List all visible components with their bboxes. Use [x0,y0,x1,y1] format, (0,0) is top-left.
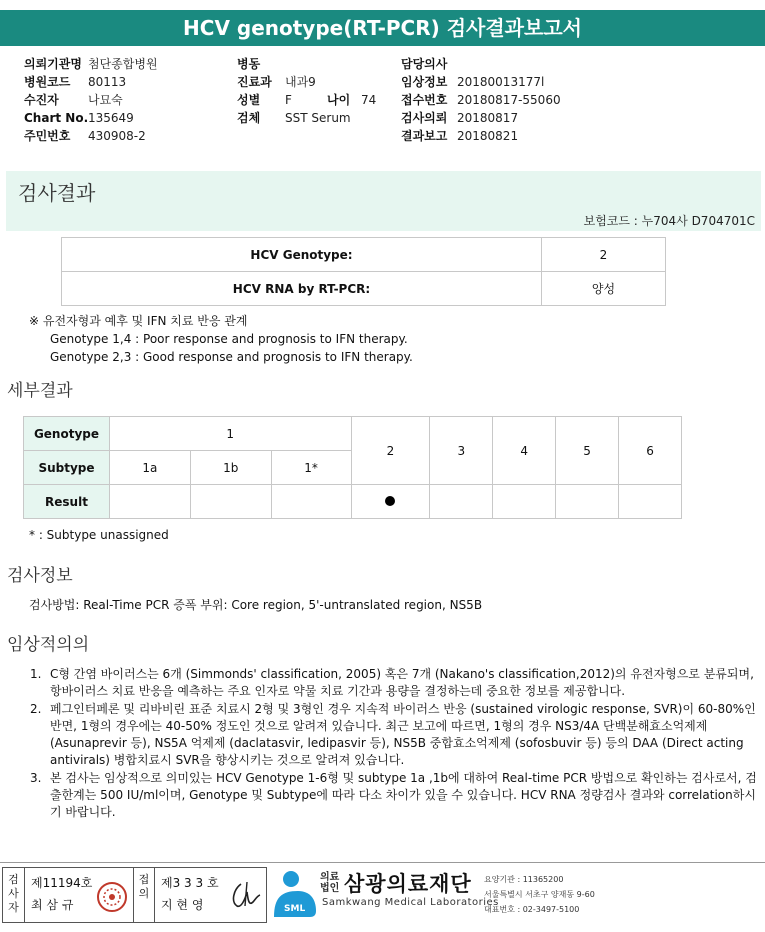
clinical-list [30,666,762,822]
reviewer-license: 제3 3 3 호 [161,876,219,890]
org-legal: 의료법인 [320,872,340,894]
ifn-note-line2: Genotype 2,3 : Good response and prognosis to IFN therapy. [50,350,413,364]
patient-info-col3 [401,55,561,145]
subtype-footnote: * : Subtype unassigned [29,528,169,542]
genotype-1-cell: 1 [109,417,351,451]
info-row: 접수번호 20180817-55060 [401,93,561,107]
contact-line: 서울특별시 서초구 양재동 9-60 [484,890,595,899]
table-row [24,417,682,451]
patient-info-col2 [237,55,376,127]
result-cell-1b [190,485,271,519]
rna-label: HCV RNA by RT-PCR: [62,272,542,306]
info-row: 주민번호 430908-2 [24,129,146,143]
signature-box [2,867,267,923]
result-cell-1a [109,485,190,519]
inspector-info [31,868,97,922]
inspector-label: 검사자 [3,868,25,922]
list-item: 2. 페그인터페론 및 리바비린 표준 치료시 2형 및 3형인 경우 지속적 바이러스 반응 (sustained virologic response, SVR)이 60-80%인 반면, 1형의 경우에는 40-50% 정도인 것으로 알려져 있습니다. 최근 보고에 따르면, 1형의 경우 NS3/4A 단백분해효소억제제 (Asunaprevir 등), NS5A 억제제 (daclatasvir, ledipasvir 등), NS5B 중합효소억제제 (sofosbuvir 등) 등의 DAA (Direct acting antivirals) 병합치료시 SVR을 향상시키는 것으로 알려져 있습니다. [30,702,756,767]
subtype-row-label: Subtype [24,451,110,485]
reviewer-info [161,868,223,922]
list-item: 3. 본 검사는 임상적으로 의미있는 HCV Genotype 1-6형 및 subtype 1a ,1b에 대하여 Real-time PCR 방법으로 확인하는 검사로서, 검출한계는 500 IU/ml이며, Genotype 및 Subtype에 따라 다소 차이가 있을 수 있습니다. HCV RNA 정량검사 결과와 correlation하시기 바랍니다. [30,771,757,819]
result-cell-3 [430,485,493,519]
table-row [62,238,666,272]
signature-icon [225,878,263,912]
result-cell-1unassigned [271,485,351,519]
info-row: 결과보고 20180821 [401,129,519,143]
info-row: Chart No. 135649 [24,111,134,125]
table-row [24,485,682,519]
genotype-value: 2 [542,238,666,272]
sml-logo-icon [270,867,320,919]
genotype-cell: 5 [556,417,619,485]
test-info-heading: 검사정보 [7,566,73,586]
result-banner [6,171,761,231]
info-row: 검체 SST Serum [237,111,351,125]
subtype-cell: 1* [271,451,351,485]
info-row: 검사의뢰 20180817 [401,111,519,125]
result-row-label: Result [24,485,110,519]
age-label: 나이 [327,93,351,107]
subtype-cell: 1b [190,451,271,485]
rna-value: 양성 [542,272,666,306]
seal-icon [95,880,129,914]
inspector-name: 최 삼 규 [31,898,74,912]
contact-line: 요양기관 : 11365200 [484,875,564,884]
info-row: 의뢰기관명 첨단종합병원 [24,57,158,71]
reviewer-name: 지 현 영 [161,898,204,912]
genotype-cell: 4 [493,417,556,485]
result-heading: 검사결과 [18,181,96,205]
patient-info-col1 [24,55,158,145]
table-row [62,272,666,306]
result-cell-4 [493,485,556,519]
result-cell-6 [619,485,682,519]
inspector-license: 제11194호 [31,876,93,890]
info-row: 진료과 내과9 [237,75,316,89]
contact-line: 대표번호 : 02-3497-5100 [484,905,580,914]
insurance-code: 보험코드 : 누704사 D704701C [583,214,755,228]
clinical-heading: 임상적의의 [7,635,90,655]
result-cell-2 [351,485,430,519]
info-row: 담당의사 [401,57,448,71]
genotype-cell: 3 [430,417,493,485]
ifn-note-heading: ※ 유전자형과 예후 및 IFN 치료 반응 관계 [29,314,248,328]
result-cell-5 [556,485,619,519]
info-row: 병원코드 80113 [24,75,127,89]
reviewer-label: 접의 [133,868,155,922]
info-row: 병동 [237,57,261,71]
summary-table [61,237,666,306]
genotype-cell: 2 [351,417,430,485]
report-title: HCV genotype(RT-PCR) 검사결과보고서 [0,10,765,46]
info-row: 성별 F 나이 74 [237,93,377,107]
detail-table [23,416,682,519]
info-row: 수진자 나묘숙 [24,93,123,107]
genotype-cell: 6 [619,417,682,485]
genotype-row-label: Genotype [24,417,110,451]
contact-info [484,872,595,917]
list-item: 1. C형 간염 바이러스는 6개 (Simmonds' classification, 2005) 혹은 7개 (Nakano's classification,2012)의 유전자형으로 분류되며, 항바이러스 치료 반응을 예측하는 주요 인자로 약물 치료 기간과 용량을 결정하는데 중요한 정보를 제공합니다. [30,667,754,698]
logo-text: SML [284,904,306,914]
subtype-cell: 1a [109,451,190,485]
org-english-name: Samkwang Medical Laboratories [322,897,499,908]
test-method: 검사방법: Real-Time PCR 증폭 부위: Core region, 5'-untranslated region, NS5B [29,598,483,612]
genotype-label: HCV Genotype: [62,238,542,272]
detail-heading: 세부결과 [7,381,73,401]
footer-divider [0,862,765,863]
org-name: 삼광의료재단 [344,872,472,896]
age-value: 74 [361,93,377,107]
info-row: 임상정보 20180013177l [401,75,545,89]
ifn-note-line1: Genotype 1,4 : Poor response and prognosis to IFN therapy. [50,332,408,346]
positive-result-dot [385,496,395,506]
